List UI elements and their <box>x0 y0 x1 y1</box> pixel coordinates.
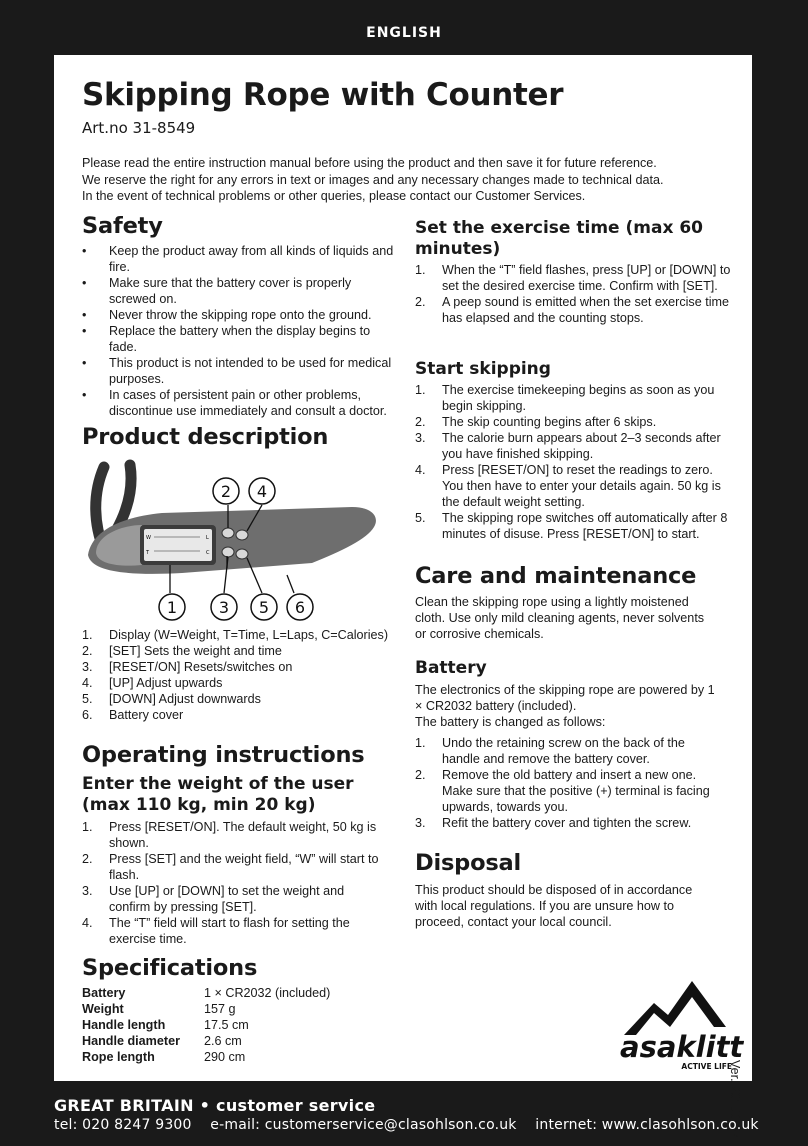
intro-line: In the event of technical problems or other queries, please contact our Customer Services. <box>82 189 586 203</box>
callout-number: 4 <box>256 482 268 501</box>
list-item: 1. The exercise timekeeping begins as soon as you begin skipping. <box>415 383 715 413</box>
reset-button-shape <box>222 547 234 557</box>
list-item: 1. Press [RESET/ON]. The default weight, 50 kg is shown. <box>82 820 377 850</box>
disposal-heading: Disposal <box>415 850 522 876</box>
list-item: 2. Remove the old battery and insert a new one. Make sure that the positive (+) terminal is facing upwards, towards you. <box>415 768 710 814</box>
callout-number: 5 <box>258 598 270 617</box>
list-item: • Make sure that the battery cover is properly screwed on. <box>82 275 400 307</box>
intro-line: Please read the entire instruction manual before using the product and then save it for future reference. <box>82 156 657 170</box>
list-item: 2. The skip counting begins after 6 skips. <box>415 415 657 429</box>
up-button-shape <box>236 530 248 540</box>
intro-text <box>82 155 732 205</box>
list-item: 6. Battery cover <box>82 708 184 722</box>
care-heading: Care and maintenance <box>415 563 697 589</box>
footer-title: GREAT BRITAIN • customer service <box>54 1096 376 1115</box>
list-item: 3. Use [UP] or [DOWN] to set the weight and confirm by pressing [SET]. <box>82 884 345 914</box>
start-skipping-heading: Start skipping <box>415 359 551 379</box>
language-bar: ENGLISH <box>366 25 442 41</box>
exercise-time-heading: Set the exercise time (max 60 minutes) <box>415 218 703 259</box>
footer-email: e-mail: customerservice@clasohlson.co.uk <box>210 1117 517 1133</box>
enter-weight-steps <box>82 819 382 947</box>
footer-contacts <box>54 1117 773 1133</box>
display-letter-t: T <box>146 550 150 556</box>
specifications-heading: Specifications <box>82 955 258 981</box>
start-skipping-steps <box>415 382 733 542</box>
display-letter-l: L <box>206 535 209 541</box>
list-item: 1. Display (W=Weight, T=Time, L=Laps, C=Calories) <box>82 628 389 642</box>
list-item: • Never throw the skipping rope onto the ground. <box>82 307 400 323</box>
product-description-list <box>82 627 402 723</box>
battery-text: The electronics of the skipping rope are powered by 1 × CR2032 battery (included). <box>415 683 715 713</box>
list-item: • In cases of persistent pain or other problems, discontinue use immediately and consult a doctor. <box>82 387 400 419</box>
list-item: 1. When the “T” field flashes, press [UP] or [DOWN] to set the desired exercise time. Confirm with [SET]. <box>415 263 731 293</box>
intro-line: We reserve the right for any errors in text or images and any necessary changes made to technical data. <box>82 172 664 187</box>
version-label: Ver. 20150324 <box>728 1060 742 1141</box>
footer-internet: internet: www.clasohlson.co.uk <box>535 1117 759 1133</box>
list-item: 3. Refit the battery cover and tighten the screw. <box>415 816 692 830</box>
page-title: Skipping Rope with Counter <box>82 77 564 113</box>
table-row: Weight 157 g <box>82 1002 236 1016</box>
list-item: 4. The “T” field will start to flash for setting the exercise time. <box>82 916 350 946</box>
footer-tel: tel: 020 8247 9300 <box>54 1117 192 1133</box>
list-item: 4. Press [RESET/ON] to reset the readings to zero. You then have to enter your details again. 50 kg is the default weight setting. <box>415 463 721 509</box>
operating-instructions-heading: Operating instructions <box>82 742 365 768</box>
list-item: • Replace the battery when the display begins to fade. <box>82 323 400 355</box>
list-item: 3. [RESET/ON] Resets/switches on <box>82 660 293 674</box>
table-row: Battery 1 × CR2032 (included) <box>82 986 331 1000</box>
table-row: Handle length 17.5 cm <box>82 1018 249 1032</box>
list-item: 2. A peep sound is emitted when the set exercise time has elapsed and the counting stops. <box>415 295 730 325</box>
exercise-time-steps <box>415 262 733 326</box>
display-letter-c: C <box>206 550 210 556</box>
battery-text: The battery is changed as follows: <box>415 715 606 729</box>
list-item: 4. [UP] Adjust upwards <box>82 676 223 690</box>
list-item: • This product is not intended to be used for medical purposes. <box>82 355 400 387</box>
logo-brand: asaklitt <box>620 1030 744 1064</box>
set-button-shape <box>222 528 234 538</box>
product-diagram <box>82 455 382 625</box>
down-button-shape <box>236 549 248 559</box>
safety-heading: Safety <box>82 213 163 239</box>
care-text: Clean the skipping rope using a lightly moistened cloth. Use only mild cleaning agents, never solvents or corrosive chemicals. <box>415 595 705 641</box>
table-row: Rope length 290 cm <box>82 1050 246 1064</box>
list-item: 1. Undo the retaining screw on the back of the handle and remove the battery cover. <box>415 736 685 766</box>
article-number: Art.no 31-8549 <box>82 119 196 137</box>
display-screen <box>144 529 212 561</box>
list-item: 5. [DOWN] Adjust downwards <box>82 692 261 706</box>
product-description-heading: Product description <box>82 424 329 450</box>
list-item: 5. The skipping rope switches off automatically after 8 minutes of disuse. Press [RESET/ON] to start. <box>415 511 728 541</box>
battery-section <box>415 682 725 831</box>
callout-number: 3 <box>218 598 230 617</box>
battery-heading: Battery <box>415 658 487 678</box>
callout-number: 2 <box>220 482 232 501</box>
list-item: 3. The calorie burn appears about 2–3 seconds after you have finished skipping. <box>415 431 721 461</box>
callout-number: 6 <box>294 598 306 617</box>
callout-line <box>287 575 294 593</box>
list-item: 2. [SET] Sets the weight and time <box>82 644 282 658</box>
mountain-icon <box>624 981 726 1035</box>
callout-number: 1 <box>166 598 178 617</box>
asaklitt-logo <box>614 975 744 1070</box>
list-item: 2. Press [SET] and the weight field, “W” will start to flash. <box>82 852 379 882</box>
footer <box>0 1081 808 1146</box>
disposal-text: This product should be disposed of in accordance with local regulations. If you are unsure how to proceed, contact your local council. <box>415 883 693 929</box>
table-row: Handle diameter 2.6 cm <box>82 1034 242 1048</box>
logo-tagline: ACTIVE LIFE <box>681 1062 732 1070</box>
display-letter-w: W <box>146 535 151 541</box>
safety-section <box>82 243 400 419</box>
list-item: • Keep the product away from all kinds of liquids and fire. <box>82 243 400 275</box>
enter-weight-heading: Enter the weight of the user (max 110 kg, min 20 kg) <box>82 774 354 815</box>
specifications-table <box>82 985 330 1065</box>
